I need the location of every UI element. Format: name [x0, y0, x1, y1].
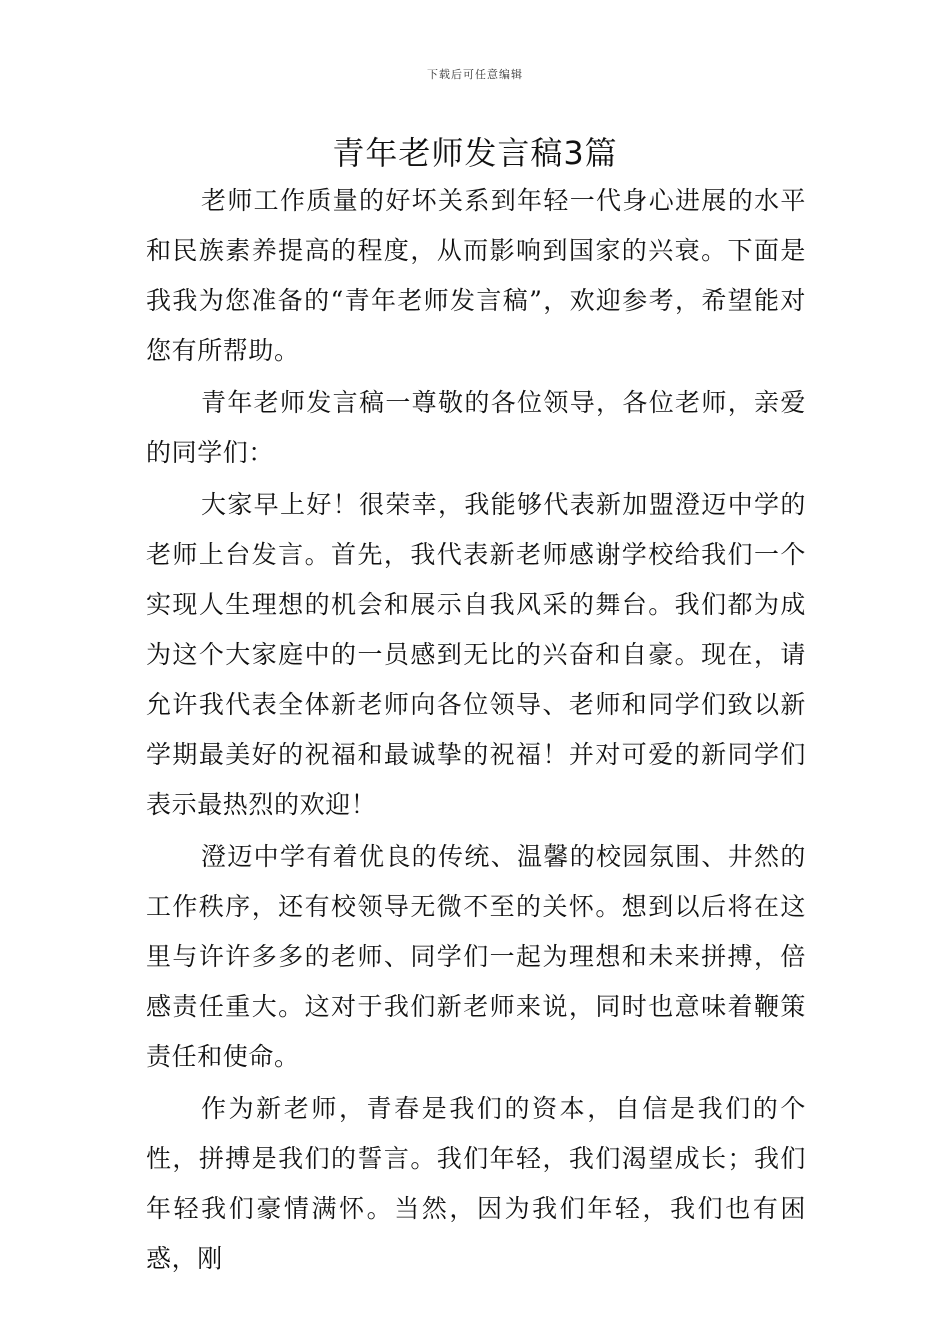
paragraph-school: 澄迈中学有着优良的传统、温馨的校园氛围、井然的工作秩序，还有校领导无微不至的关怀。想到以后将在这里与许许多多的老师、同学们一起为理想和未来拼搏，倍感责任重大。这对于我们新老师来说，同时也意味着鞭策责任和使命。: [146, 842, 806, 1071]
document-title: 青年老师发言稿3篇: [332, 134, 618, 172]
header-note: 下载后可任意编辑: [427, 68, 523, 81]
paragraph-new-teacher: 作为新老师，青春是我们的资本，自信是我们的个性，拼搏是我们的誓言。我们年轻，我们渴望成长；我们年轻我们豪情满怀。当然，因为我们年轻，我们也有困惑，刚: [146, 1094, 806, 1273]
paragraph-intro: 老师工作质量的好坏关系到年轻一代身心进展的水平和民族素养提高的程度，从而影响到国家的兴衰。下面是我我为您准备的“青年老师发言稿”，欢迎参考，希望能对您有所帮助。: [146, 186, 806, 365]
document-body: [146, 176, 806, 1286]
paragraph-greeting: 青年老师发言稿一尊敬的各位领导，各位老师，亲爱的同学们：: [146, 388, 806, 467]
paragraph-opening: 大家早上好！很荣幸，我能够代表新加盟澄迈中学的老师上台发言。首先，我代表新老师感谢学校给我们一个实现人生理想的机会和展示自我风采的舞台。我们都为成为这个大家庭中的一员感到无比的兴奋和自豪。现在，请允许我代表全体新老师向各位领导、老师和同学们致以新学期最美好的祝福和最诚挚的祝福！并对可爱的新同学们表示最热烈的欢迎！: [146, 490, 806, 819]
